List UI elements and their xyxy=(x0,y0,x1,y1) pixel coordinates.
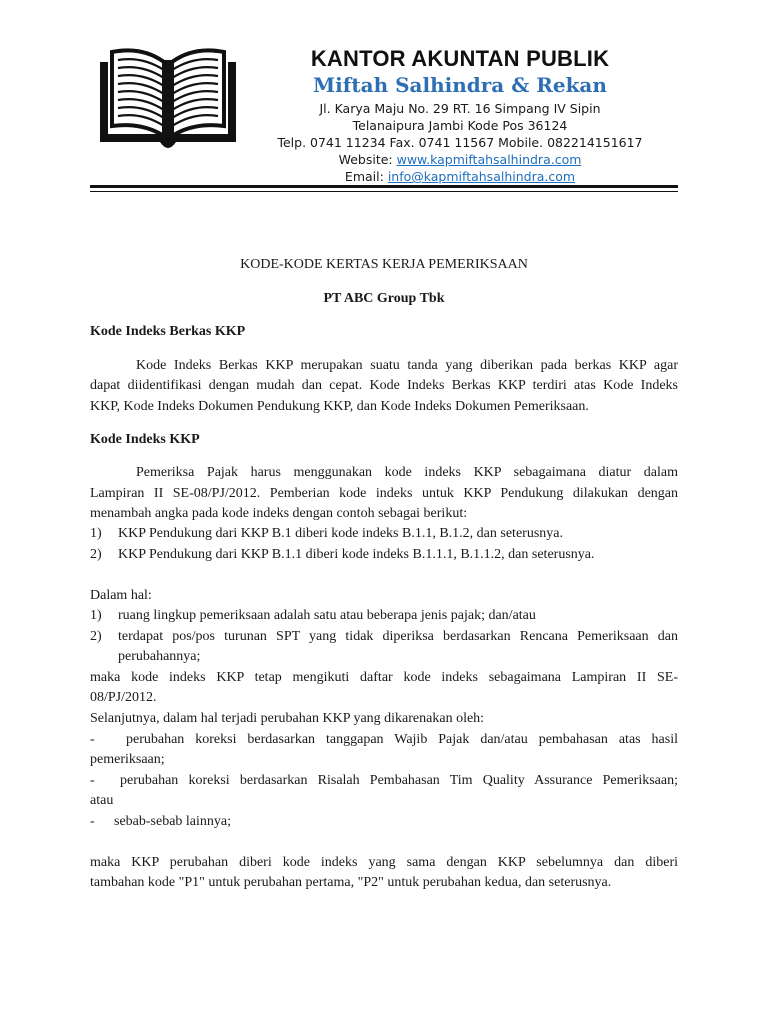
list-item: terdapat pos/pos turunan SPT yang tidak diperiksa berdasarkan Rencana Pemeriksaan dan xyxy=(118,629,678,644)
website-label: Website: xyxy=(338,152,393,167)
address-line-1: Jl. Karya Maju No. 29 RT. 16 Simpang IV Sipin xyxy=(319,101,601,116)
dash-item: sebab-sebab lainnya; xyxy=(114,814,232,829)
paragraph-line: menambah angka pada kode indeks dengan contoh sebagai berikut: xyxy=(90,506,468,521)
dalam-hal-label: Dalam hal: xyxy=(90,588,152,603)
firm-name: Miftah Salhindra & Rekan xyxy=(313,73,607,97)
dash-item: perubahan koreksi berdasarkan Risalah Pembahasan Tim Quality Assurance Pemeriksaan; xyxy=(120,773,678,788)
paragraph-line: Kode Indeks Berkas KKP merupakan suatu tanda yang diberikan pada berkas KKP agar xyxy=(136,358,678,373)
list-item-continuation: perubahannya; xyxy=(118,649,201,664)
dash-item: perubahan koreksi berdasarkan tanggapan Wajib Pajak dan/atau pembahasan atas hasil xyxy=(126,732,678,747)
section-heading-kkp: Kode Indeks KKP xyxy=(90,432,200,447)
company-name: PT ABC Group Tbk xyxy=(323,291,445,306)
paragraph-line: dapat diidentifikasi dengan mudah dan cepat. Kode Indeks Berkas KKP terdiri atas Kode Indeks xyxy=(90,378,678,393)
list-item-number: 1) xyxy=(90,608,102,623)
dash-marker: - xyxy=(90,732,95,747)
dash-marker: - xyxy=(90,814,95,829)
paragraph-line: Pemeriksa Pajak harus menggunakan kode indeks KKP sebagaimana diatur dalam xyxy=(136,465,678,480)
website-link[interactable]: www.kapmiftahsalhindra.com xyxy=(396,152,582,167)
list-item: ruang lingkup pemeriksaan adalah satu atau beberapa jenis pajak; dan/atau xyxy=(118,608,536,623)
paragraph-line: Selanjutnya, dalam hal terjadi perubahan KKP yang dikarenakan oleh: xyxy=(90,711,485,726)
paragraph-line: maka kode indeks KKP tetap mengikuti daftar kode indeks sebagaimana Lampiran II SE- xyxy=(90,670,678,685)
paragraph-line: KKP, Kode Indeks Dokumen Pendukung KKP, dan Kode Indeks Dokumen Pemeriksaan. xyxy=(90,399,589,414)
letterhead-divider-thin xyxy=(90,191,678,192)
list-item: KKP Pendukung dari KKP B.1.1 diberi kode indeks B.1.1.1, B.1.1.2, dan seterusnya. xyxy=(118,547,595,562)
email-label: Email: xyxy=(344,169,384,184)
list-item-number: 2) xyxy=(90,629,102,644)
list-item: KKP Pendukung dari KKP B.1 diberi kode indeks B.1.1, B.1.2, dan seterusnya. xyxy=(118,526,563,541)
paragraph-line: maka KKP perubahan diberi kode indeks yang sama dengan KKP sebelumnya dan diberi xyxy=(90,855,678,870)
email-line xyxy=(230,168,690,185)
list-item-number: 2) xyxy=(90,547,102,562)
list-item-number: 1) xyxy=(90,526,102,541)
paragraph-line: tambahan kode "P1" untuk perubahan pertama, "P2" untuk perubahan kedua, dan seterusnya. xyxy=(90,875,612,890)
website-line xyxy=(230,151,690,168)
dash-marker: - xyxy=(90,773,95,788)
section-heading-berkas: Kode Indeks Berkas KKP xyxy=(90,324,246,339)
firm-type-heading: KANTOR AKUNTAN PUBLIK xyxy=(310,46,610,71)
document-title: KODE-KODE KERTAS KERJA PEMERIKSAAN xyxy=(240,257,528,272)
dash-item-continuation: atau xyxy=(90,793,114,808)
dash-item-continuation: pemeriksaan; xyxy=(90,752,165,767)
paragraph-line: 08/PJ/2012. xyxy=(90,690,157,705)
paragraph-line: Lampiran II SE-08/PJ/2012. Pemberian kode indeks untuk KKP Pendukung dilakukan dengan xyxy=(90,486,678,501)
letterhead-divider xyxy=(90,185,678,188)
open-book-icon xyxy=(98,38,238,150)
email-link[interactable]: info@kapmiftahsalhindra.com xyxy=(387,169,576,184)
phone-line: Telp. 0741 11234 Fax. 0741 11567 Mobile. 082214151617 xyxy=(277,135,643,150)
address-line-2: Telanaipura Jambi Kode Pos 36124 xyxy=(352,118,568,133)
